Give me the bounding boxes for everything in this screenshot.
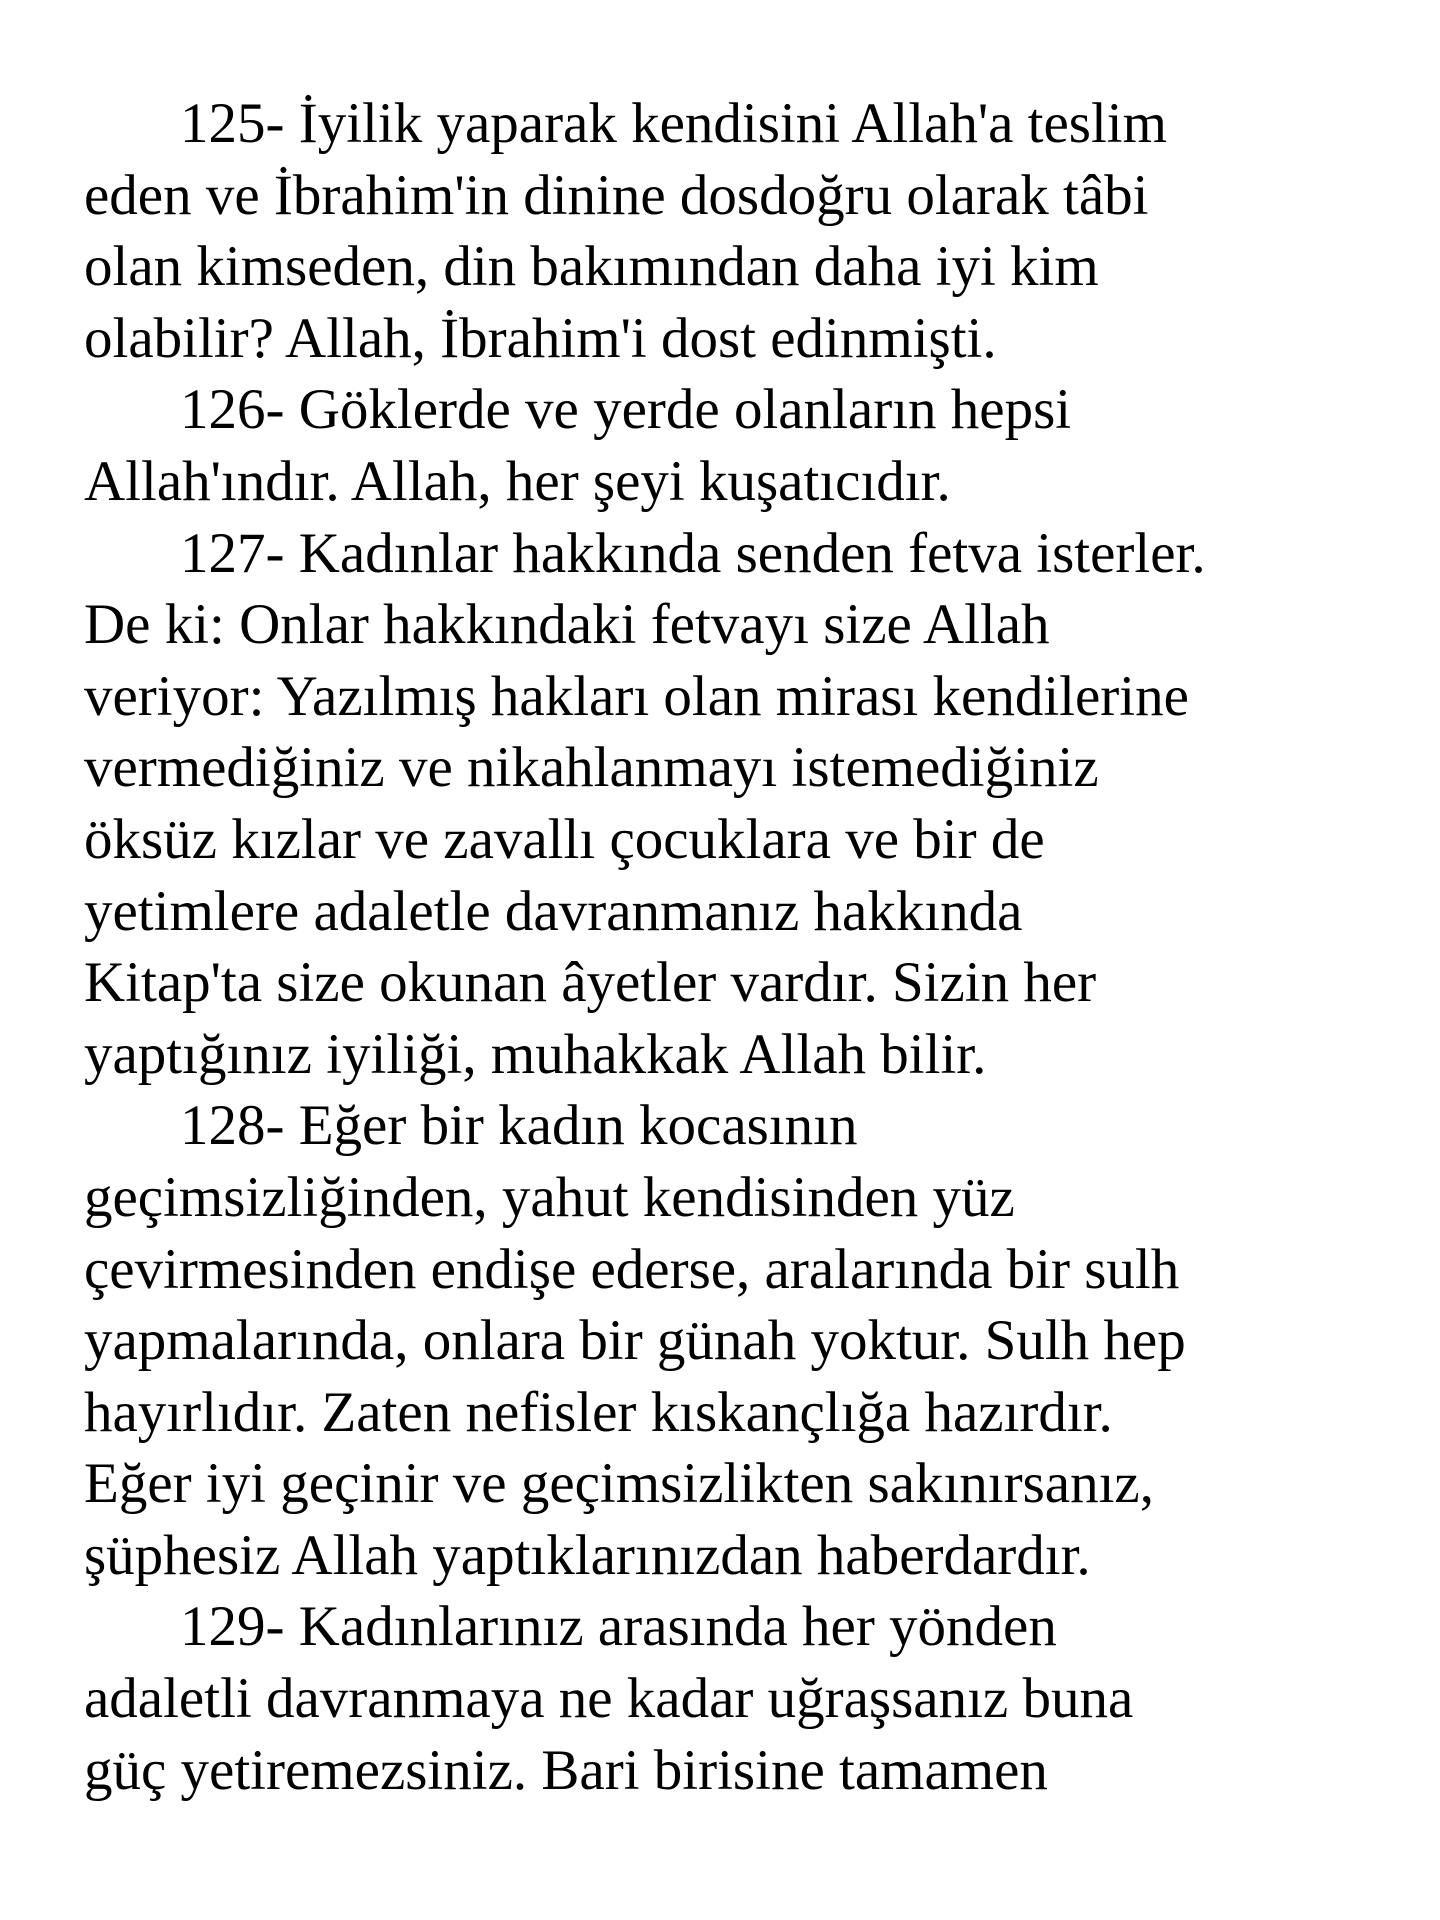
text-line: veriyor: Yazılmış hakları olan mirası kendilerine	[84, 664, 1189, 728]
text-line: öksüz kızlar ve zavallı çocuklara ve bir de	[84, 807, 1045, 871]
text-line: çevirmesinden endişe ederse, aralarında bir sulh	[84, 1237, 1180, 1301]
verse-126	[84, 374, 1384, 517]
text-line: olabilir? Allah, İbrahim'i dost edinmişti.	[84, 306, 997, 370]
verse-127	[84, 518, 1384, 1091]
text-line: yapmalarında, onlara bir günah yoktur. Sulh hep	[84, 1309, 1186, 1373]
text-line: geçimsizliğinden, yahut kendisinden yüz	[84, 1165, 1015, 1229]
text-line: yetimlere adaletle davranmanız hakkında	[84, 879, 1023, 943]
text-line: 126- Göklerde ve yerde olanların hepsi	[180, 378, 1072, 442]
text-line: De ki: Onlar hakkındaki fetvayı size Allah	[84, 593, 1050, 657]
text-line: şüphesiz Allah yaptıklarınızdan haberdardır.	[84, 1523, 1091, 1587]
document-page	[84, 88, 1384, 1806]
text-line: Kitap'ta size okunan âyetler vardır. Sizin her	[84, 951, 1097, 1015]
text-line: güç yetiremezsiniz. Bari birisine tamamen	[84, 1738, 1048, 1802]
text-line: yaptığınız iyiliği, muhakkak Allah bilir.	[84, 1022, 987, 1086]
text-line: Eğer iyi geçinir ve geçimsizlikten sakınırsanız,	[84, 1452, 1154, 1516]
text-line: 129- Kadınlarınız arasında her yönden	[180, 1595, 1057, 1659]
text-line: Allah'ındır. Allah, her şeyi kuşatıcıdır.	[84, 449, 951, 513]
text-line: adaletli davranmaya ne kadar uğraşsanız buna	[84, 1667, 1134, 1731]
text-line: olan kimseden, din bakımından daha iyi kim	[84, 235, 1099, 299]
text-line: eden ve İbrahim'in dinine dosdoğru olarak tâbi	[84, 163, 1149, 227]
text-line: 127- Kadınlar hakkında senden fetva isterler.	[180, 521, 1206, 585]
text-line: vermediğiniz ve nikahlanmayı istemediğiniz	[84, 736, 1099, 800]
verse-128	[84, 1090, 1384, 1591]
text-line: 125- İyilik yaparak kendisini Allah'a teslim	[180, 92, 1167, 155]
verse-129	[84, 1591, 1384, 1806]
text-line: hayırlıdır. Zaten nefisler kıskançlığa hazırdır.	[84, 1380, 1113, 1444]
text-line: 128- Eğer bir kadın kocasının	[180, 1094, 858, 1158]
verse-125	[84, 88, 1384, 374]
